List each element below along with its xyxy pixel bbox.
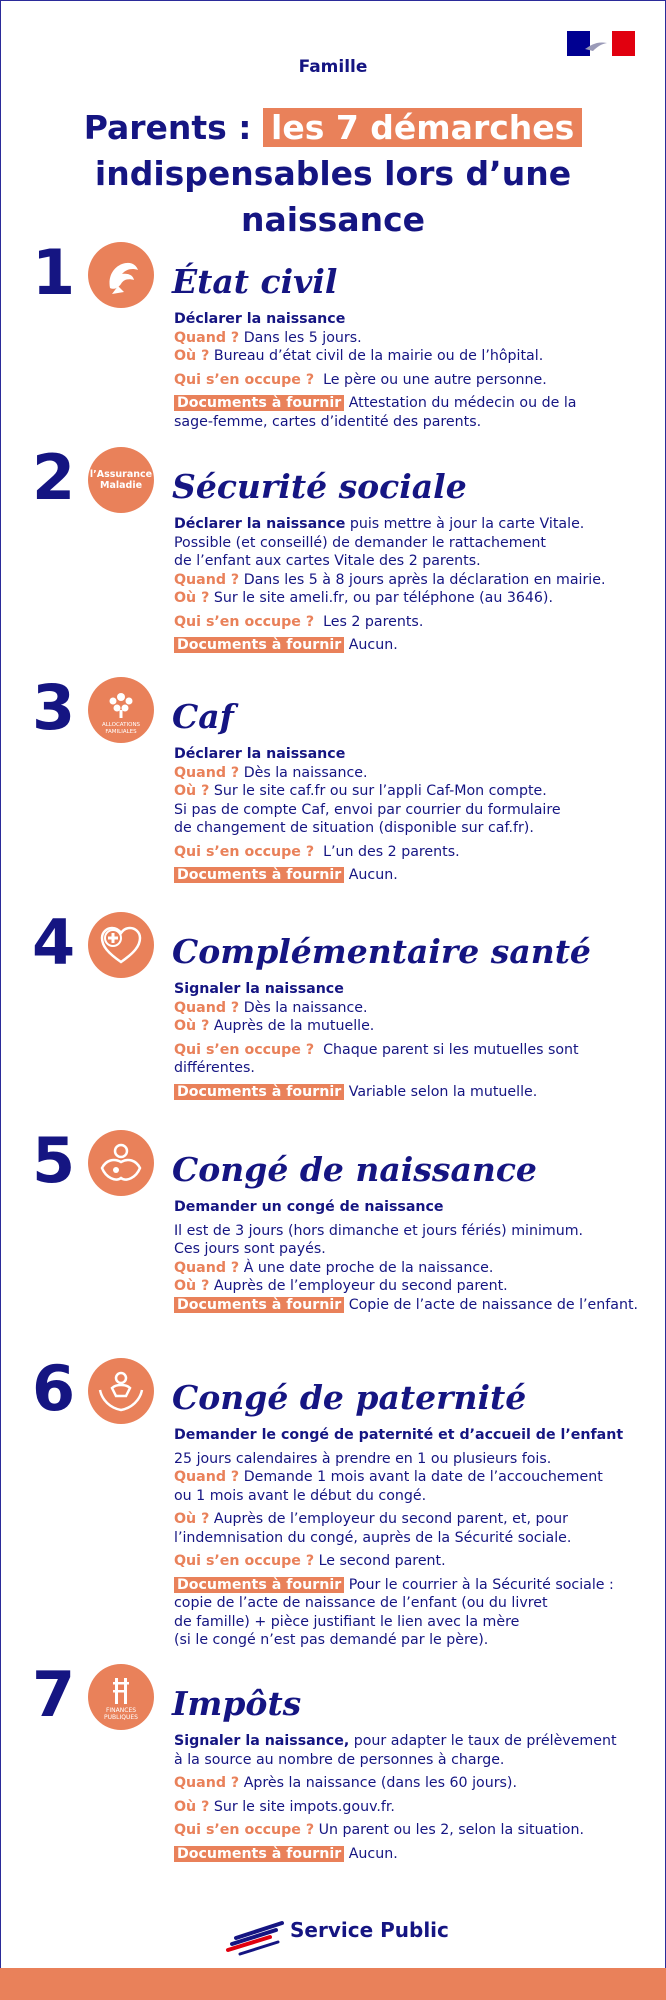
documents-value-line3: de famille) + pièce justifiant le lien avec la mère [174,1613,520,1630]
documents-badge: Documents à fournir [174,637,344,653]
qui-value: Les 2 parents. [323,613,424,630]
quand-value: Dès la naissance. [243,999,368,1016]
quand-value: Dès la naissance. [243,764,368,781]
section-extra-line: à la source au nombre de personnes à charge. [174,1751,505,1768]
quand-value: Demande 1 mois avant la date de l’accouchement [243,1469,603,1485]
ou-value: Auprès de l’employeur du second parent, et, pour [213,1511,569,1527]
section-number: 6 [32,1352,76,1425]
qui-value-line2: différentes. [174,1060,255,1076]
section-extra-line: de l’enfant aux cartes Vitale des 2 parents. [174,553,481,569]
section-title: Congé de naissance [172,1150,537,1189]
ou-label: Où ? [174,1511,210,1527]
republique-francaise-flag-icon [567,31,635,56]
documents-value: Variable selon la mutuelle. [348,1083,538,1100]
ou-value-line2: l’indemnisation du congé, auprès de la Sécurité sociale. [174,1529,572,1546]
quand-label: Quand ? [174,1259,240,1276]
quand-label: Quand ? [174,1469,240,1485]
ou-label: Où ? [174,590,210,606]
section-lead: Demander un congé de naissance [174,1199,444,1215]
quand-value-line2: ou 1 mois avant le début du congé. [174,1487,427,1504]
quand-label: Quand ? [174,764,240,781]
section-lead: Déclarer la naissance [174,746,346,762]
section-lead: Signaler la naissance, [174,1733,350,1749]
section-body [174,310,654,431]
section-number: 3 [32,671,76,744]
hands-baby-icon [88,1358,154,1424]
section-lead: Déclarer la naissance [174,516,346,532]
documents-value-line2: sage-femme, cartes d’identité des parents. [174,413,482,430]
qui-label: Qui s’en occupe ? [174,1553,315,1569]
qui-value: L’un des 2 parents. [323,843,460,860]
ou-value: Auprès de la mutuelle. [213,1018,375,1034]
quand-value: Dans les 5 jours. [243,329,362,346]
allocations-familiales-icon [88,677,154,743]
page-title [0,105,666,243]
baby-icon [88,1130,154,1196]
title-prefix: Parents : [83,108,252,147]
ou-value: Sur le site ameli.fr, ou par téléphone (au 3646). [213,590,553,606]
section-title: Complémentaire santé [172,932,591,971]
section-number: 4 [32,906,76,979]
documents-badge: Documents à fournir [174,867,344,883]
section-extra-line: Possible (et conseillé) de demander le rattachement [174,534,546,551]
logo-text-line2: Maladie [99,480,143,491]
section-title: Impôts [172,1684,302,1723]
qui-label: Qui s’en occupe ? [174,613,315,630]
documents-value-line4: (si le congé n’est pas demandé par le père). [174,1632,489,1648]
qui-value: Chaque parent si les mutuelles sont [323,1041,579,1058]
documents-badge: Documents à fournir [174,1577,344,1593]
ou-label: Où ? [174,783,210,799]
logo-text-line2: FAMILIALES [105,729,137,735]
documents-value-line2: copie de l’acte de naissance de l’enfant (ou du livret [174,1595,548,1611]
qui-label: Qui s’en occupe ? [174,1822,315,1838]
section-extra-line: Ces jours sont payés. [174,1241,326,1257]
bottom-bar [0,1968,666,2000]
section-title: Sécurité sociale [172,467,467,506]
section-title: Caf [172,697,234,736]
ou-value: Sur le site caf.fr ou sur l’appli Caf-Mon compte. [213,783,547,799]
title-highlight: les 7 démarches [263,108,582,147]
logo-text-line1: l’Assurance [89,469,153,480]
category-label: Famille [298,57,368,77]
section-number: 5 [32,1124,76,1197]
qui-label: Qui s’en occupe ? [174,1041,315,1058]
ou-value-line2: Si pas de compte Caf, envoi par courrier du formulaire [174,801,561,818]
documents-value: Aucun. [348,867,398,883]
ou-label: Où ? [174,1798,210,1815]
section-extra-line: 25 jours calendaires à prendre en 1 ou plusieurs fois. [174,1450,552,1467]
documents-value: Pour le courrier à la Sécurité sociale : [348,1576,614,1593]
documents-badge: Documents à fournir [174,1084,344,1100]
finances-publiques-icon [88,1664,154,1730]
section-lead: Demander le congé de paternité et d’accueil de l’enfant [174,1427,624,1443]
title-line2: indispensables lors d’une naissance [94,154,572,239]
quand-label: Quand ? [174,1775,240,1791]
quand-label: Quand ? [174,999,240,1016]
section-number: 1 [32,236,76,309]
section-lead-rest: puis mettre à jour la carte Vitale. [345,516,585,532]
section-title: État civil [172,262,338,301]
section-body [174,515,654,655]
section-body [174,745,654,885]
section-extra-line: Il est de 3 jours (hors dimanche et jours fériés) minimum. [174,1222,584,1239]
section-title: Congé de paternité [172,1378,527,1417]
service-public-brand: Service Public [290,1918,449,1942]
documents-value: Attestation du médecin ou de la [348,395,577,411]
section-lead: Signaler la naissance [174,981,344,997]
section-body [174,1732,654,1863]
logo-text-line1: FINANCES [105,1707,137,1714]
ou-value: Bureau d’état civil de la mairie ou de l’hôpital. [213,348,544,364]
qui-value: Le père ou une autre personne. [323,371,547,388]
documents-badge: Documents à fournir [174,395,344,411]
quand-value: À une date proche de la naissance. [243,1259,494,1276]
qui-value: Un parent ou les 2, selon la situation. [318,1822,584,1838]
documents-value: Aucun. [348,1845,398,1862]
documents-badge: Documents à fournir [174,1297,344,1313]
section-lead-rest: pour adapter le taux de prélèvement [349,1733,617,1749]
qui-label: Qui s’en occupe ? [174,843,315,860]
section-number: 2 [32,441,76,514]
quand-label: Quand ? [174,571,240,588]
marianne-icon [88,242,154,308]
ou-value: Auprès de l’employeur du second parent. [213,1278,508,1294]
quand-label: Quand ? [174,329,240,346]
section-body [174,1198,654,1314]
qui-value: Le second parent. [318,1553,446,1569]
documents-value: Copie de l’acte de naissance de l’enfant. [348,1296,639,1313]
logo-text-line2: PUBLIQUES [104,1714,138,1721]
documents-badge: Documents à fournir [174,1846,344,1862]
ou-label: Où ? [174,348,210,364]
assurance-maladie-icon [88,447,154,513]
ou-value: Sur le site impots.gouv.fr. [213,1798,395,1815]
ou-label: Où ? [174,1278,210,1294]
section-number: 7 [32,1658,76,1731]
section-body [174,980,654,1101]
qui-label: Qui s’en occupe ? [174,371,315,388]
logo-text-line1: ALLOCATIONS [101,722,141,728]
documents-value: Aucun. [348,637,398,653]
ou-value-line3: de changement de situation (disponible sur caf.fr). [174,820,534,836]
quand-value: Dans les 5 à 8 jours après la déclaration en mairie. [243,571,606,588]
ou-label: Où ? [174,1018,210,1034]
section-lead: Déclarer la naissance [174,311,346,327]
quand-value: Après la naissance (dans les 60 jours). [243,1775,517,1791]
heart-health-icon [88,912,154,978]
section-body [174,1426,654,1650]
